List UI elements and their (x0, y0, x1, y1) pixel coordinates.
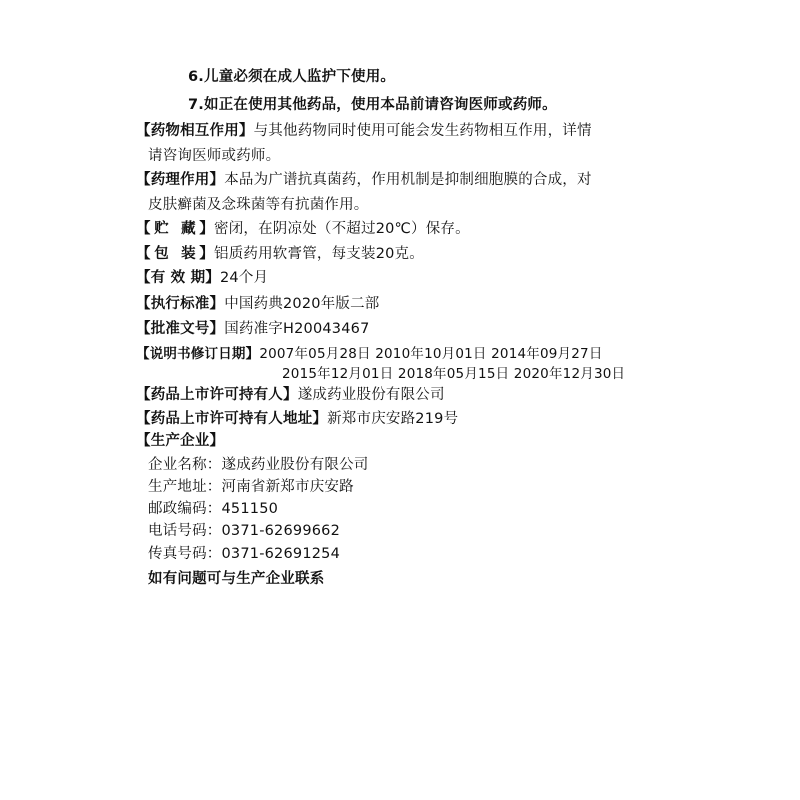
manufacturer-postcode-value: 451150 (221, 501, 279, 517)
mah-address-text: 新郑市庆安路219号 (327, 411, 459, 427)
revision-dates-2: 2015年12月01日 2018年05月15日 2020年12月30日 (282, 366, 626, 382)
packaging-label (136, 244, 214, 264)
pharmacology-text-1: 本品为广谱抗真菌药，作用机制是抑制细胞膜的合成，对 (224, 172, 592, 188)
manufacturer-address-value: 河南省新郑市庆安路 (221, 479, 354, 495)
approval-label: 【批准文号】 (136, 321, 225, 337)
manufacturer-address-line (148, 477, 354, 497)
packaging-bracket-close: 】 (199, 246, 214, 262)
revision-line-1 (136, 344, 603, 364)
standard-line (136, 294, 380, 314)
manufacturer-fax-line (148, 544, 340, 564)
storage-label (136, 219, 214, 239)
storage-bracket-close: 】 (199, 221, 214, 237)
interactions-line-1 (136, 121, 592, 141)
interactions-label: 【药物相互作用】 (136, 123, 254, 139)
packaging-text: 铝质药用软膏管，每支装20克。 (214, 246, 424, 262)
packaging-bracket-open: 【 (136, 246, 155, 262)
manufacturer-postcode-label: 邮政编码： (148, 501, 222, 517)
manufacturer-fax-label: 传真号码： (148, 546, 222, 562)
mah-line (136, 385, 445, 405)
pharmacology-line-1 (136, 170, 592, 190)
storage-char-2: 藏 (181, 221, 200, 237)
packaging-line (136, 244, 424, 264)
approval-line (136, 319, 370, 339)
mah-label: 【药品上市许可持有人】 (136, 387, 298, 403)
interactions-text-2: 请咨询医师或药师。 (148, 148, 281, 164)
interactions-text-1: 与其他药物同时使用可能会发生药物相互作用，详情 (253, 123, 592, 139)
storage-bracket-open: 【 (136, 221, 155, 237)
manufacturer-name-value: 遂成药业股份有限公司 (221, 457, 369, 473)
manufacturer-phone-value: 0371-62699662 (221, 523, 341, 539)
manufacturer-address-label: 生产地址： (148, 479, 222, 495)
manufacturer-postcode-line (148, 499, 278, 519)
precaution-item-6: 6.儿童必须在成人监护下使用。 (188, 69, 396, 85)
precaution-item-7: 7.如正在使用其他药品，使用本品前请咨询医师或药师。 (188, 97, 557, 113)
mah-address-label: 【药品上市许可持有人地址】 (136, 411, 328, 427)
validity-label: 【有 效 期】 (136, 270, 220, 286)
revision-dates-1: 2007年05月28日 2010年10月01日 2014年09月27日 (259, 346, 603, 362)
revision-label: 【说明书修订日期】 (136, 346, 260, 362)
packaging-char-1: 包 (154, 246, 173, 262)
storage-line (136, 219, 470, 239)
footer-contact-note: 如有问题可与生产企业联系 (148, 571, 325, 587)
validity-text: 24个月 (220, 270, 269, 286)
validity-line (136, 268, 268, 288)
manufacturer-label: 【生产企业】 (136, 433, 225, 449)
storage-text: 密闭，在阴凉处（不超过20℃）保存。 (214, 221, 470, 237)
mah-text: 遂成药业股份有限公司 (297, 387, 445, 403)
manufacturer-fax-value: 0371-62691254 (221, 546, 341, 562)
manufacturer-phone-label: 电话号码： (148, 523, 222, 539)
approval-text: 国药准字H20043467 (224, 321, 370, 337)
packaging-char-2: 装 (181, 246, 200, 262)
standard-text: 中国药典2020年版二部 (224, 296, 380, 312)
manufacturer-name-line (148, 455, 369, 475)
manufacturer-name-label: 企业名称： (148, 457, 222, 473)
mah-address-line (136, 409, 458, 429)
storage-char-1: 贮 (154, 221, 173, 237)
manufacturer-phone-line (148, 521, 340, 541)
pharmacology-text-2: 皮肤癣菌及念珠菌等有抗菌作用。 (148, 197, 369, 213)
standard-label: 【执行标准】 (136, 296, 225, 312)
pharmacology-label: 【药理作用】 (136, 172, 225, 188)
